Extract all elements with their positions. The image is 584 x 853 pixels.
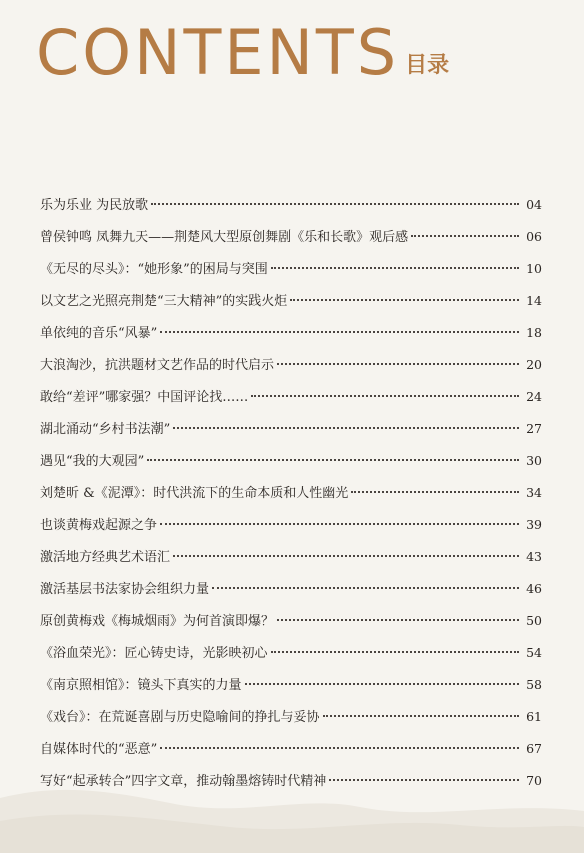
toc-entry-title: 敢给“差评”哪家强？中国评论找…… xyxy=(40,390,249,405)
toc-entry-page-number: 10 xyxy=(526,261,542,276)
toc-entry[interactable] xyxy=(40,579,542,611)
toc-entry[interactable] xyxy=(40,771,542,803)
toc-entry-title: 写好“起承转合”四字文章，推动翰墨熔铸时代精神 xyxy=(40,774,327,789)
toc-dot-leader xyxy=(160,331,519,333)
toc-entry[interactable] xyxy=(40,227,542,259)
toc-entry-page-number: 34 xyxy=(526,485,542,500)
toc-entry-page-number: 20 xyxy=(526,357,542,372)
toc-dot-leader xyxy=(160,747,519,749)
toc-entry-page-number: 04 xyxy=(526,197,542,212)
toc-entry-title: 曾侯钟鸣 凤舞九天——荆楚风大型原创舞剧《乐和长歌》观后感 xyxy=(40,230,409,245)
toc-entry[interactable] xyxy=(40,611,542,643)
toc-entry-title: 《浴血荣光》：匠心铸史诗，光影映初心 xyxy=(40,646,268,661)
toc-entry-title: 以文艺之光照亮荆楚“三大精神”的实践火炬 xyxy=(40,294,288,309)
toc-entry-page-number: 18 xyxy=(526,325,542,340)
toc-entry[interactable] xyxy=(40,419,542,451)
toc-entry[interactable] xyxy=(40,675,542,707)
table-of-contents xyxy=(40,195,542,803)
toc-entry-page-number: 14 xyxy=(526,293,542,308)
toc-entry[interactable] xyxy=(40,355,542,387)
toc-dot-leader xyxy=(411,235,519,237)
toc-dot-leader xyxy=(277,363,519,365)
toc-entry[interactable] xyxy=(40,547,542,579)
toc-dot-leader xyxy=(160,523,519,525)
toc-entry-title: 也谈黄梅戏起源之争 xyxy=(40,518,158,533)
toc-entry[interactable] xyxy=(40,291,542,323)
toc-entry-page-number: 46 xyxy=(526,581,542,596)
toc-entry-title: 《无尽的尽头》：“她形象”的困局与突围 xyxy=(40,262,268,277)
toc-entry-title: 乐为乐业 为民放歌 xyxy=(40,198,149,213)
toc-entry-page-number: 67 xyxy=(526,741,542,756)
toc-entry[interactable] xyxy=(40,387,542,419)
contents-title: CONTENTS xyxy=(36,16,400,89)
toc-entry-title: 单依纯的音乐“风暴” xyxy=(40,326,158,341)
toc-entry-title: 《戏台》：在荒诞喜剧与历史隐喻间的挣扎与妥协 xyxy=(40,710,320,725)
toc-entry-page-number: 70 xyxy=(526,773,542,788)
toc-entry-page-number: 58 xyxy=(526,677,542,692)
toc-entry-title: 原创黄梅戏《梅城烟雨》为何首演即爆？ xyxy=(40,614,275,629)
toc-dot-leader xyxy=(173,555,519,557)
toc-entry-page-number: 54 xyxy=(526,645,542,660)
toc-entry[interactable] xyxy=(40,451,542,483)
toc-entry-title: 大浪淘沙，抗洪题材文艺作品的时代启示 xyxy=(40,358,275,373)
toc-dot-leader xyxy=(147,459,519,461)
toc-entry-page-number: 27 xyxy=(526,421,542,436)
toc-entry-title: 遇见“我的大观园” xyxy=(40,454,145,469)
toc-dot-leader xyxy=(173,427,519,429)
toc-entry-page-number: 30 xyxy=(526,453,542,468)
toc-entry-page-number: 24 xyxy=(526,389,542,404)
toc-entry-page-number: 43 xyxy=(526,549,542,564)
toc-entry[interactable] xyxy=(40,483,542,515)
toc-entry[interactable] xyxy=(40,259,542,291)
toc-entry[interactable] xyxy=(40,739,542,771)
toc-entry-title: 自媒体时代的“恶意” xyxy=(40,742,158,757)
toc-dot-leader xyxy=(271,267,519,269)
toc-entry[interactable] xyxy=(40,643,542,675)
toc-dot-leader xyxy=(245,683,519,685)
toc-entry[interactable] xyxy=(40,707,542,739)
toc-entry-title: 《南京照相馆》：镜头下真实的力量 xyxy=(40,678,242,693)
toc-dot-leader xyxy=(323,715,519,717)
toc-entry-title: 湖北涌动“乡村书法潮” xyxy=(40,422,171,437)
toc-dot-leader xyxy=(277,619,519,621)
toc-entry[interactable] xyxy=(40,195,542,227)
toc-entry[interactable] xyxy=(40,323,542,355)
toc-dot-leader xyxy=(151,203,519,205)
toc-entry-page-number: 06 xyxy=(526,229,542,244)
toc-dot-leader xyxy=(329,779,519,781)
toc-dot-leader xyxy=(271,651,519,653)
toc-entry-title: 激活基层书法家协会组织力量 xyxy=(40,582,210,597)
toc-entry-page-number: 50 xyxy=(526,613,542,628)
toc-dot-leader xyxy=(351,491,519,493)
toc-entry-title: 激活地方经典艺术语汇 xyxy=(40,550,171,565)
toc-entry-title: 刘楚昕 &《泥潭》：时代洪流下的生命本质和人性幽光 xyxy=(40,486,349,501)
toc-dot-leader xyxy=(212,587,519,589)
toc-dot-leader xyxy=(290,299,519,301)
toc-entry-page-number: 61 xyxy=(526,709,542,724)
toc-entry[interactable] xyxy=(40,515,542,547)
contents-subtitle: 目录 xyxy=(405,53,450,78)
page-header xyxy=(36,16,450,89)
toc-dot-leader xyxy=(251,395,519,397)
toc-entry-page-number: 39 xyxy=(526,517,542,532)
